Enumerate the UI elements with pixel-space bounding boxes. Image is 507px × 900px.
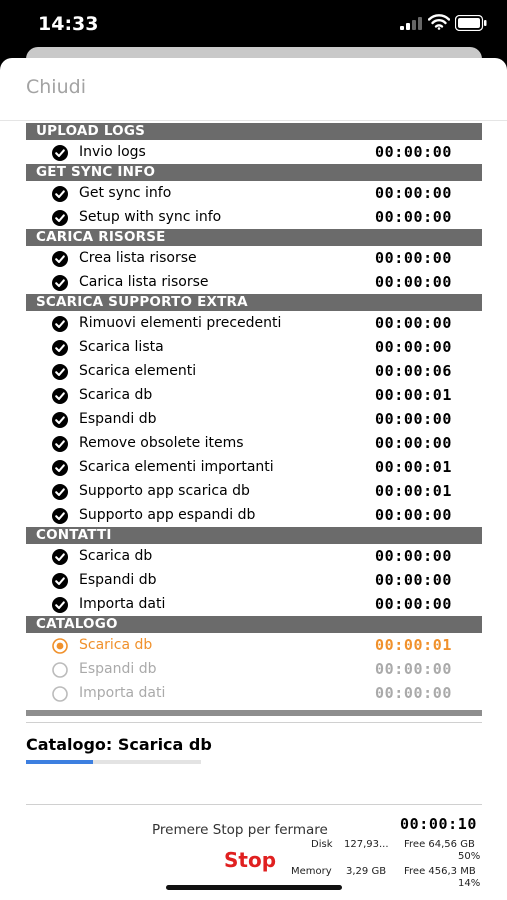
task-time: 00:00:00: [375, 595, 453, 613]
task-name: Setup with sync info: [79, 209, 222, 225]
check-circle-icon: [52, 388, 68, 404]
status-time: 14:33: [38, 13, 99, 35]
task-time: 00:00:01: [375, 482, 453, 500]
check-circle-icon: [52, 275, 68, 291]
section-header: GET SYNC INFO: [26, 164, 482, 181]
memory-used: 3,29 GB: [346, 866, 387, 877]
section-header: CARICA RISORSE: [26, 229, 482, 246]
task-name: Carica lista risorse: [79, 274, 209, 290]
check-circle-icon: [52, 316, 68, 332]
task-name: Scarica db: [79, 548, 153, 564]
task-name: Importa dati: [79, 685, 166, 701]
battery-icon: [455, 15, 487, 31]
task-row: [26, 140, 482, 164]
task-time: 00:00:00: [375, 684, 453, 702]
task-name: Rimuovi elementi precedenti: [79, 315, 282, 331]
task-name: Espandi db: [79, 572, 157, 588]
task-row: [26, 359, 482, 383]
task-time: 00:00:06: [375, 362, 453, 380]
task-row: [26, 246, 482, 270]
task-time: 00:00:00: [375, 547, 453, 565]
task-list[interactable]: [26, 123, 482, 715]
current-task-label: Catalogo: Scarica db: [26, 735, 212, 754]
task-time: 00:00:00: [375, 143, 453, 161]
task-row: [26, 431, 482, 455]
disk-free: Free 64,56 GB: [404, 839, 475, 850]
task-time: 00:00:00: [375, 249, 453, 267]
task-name: Importa dati: [79, 596, 166, 612]
task-time: 00:00:00: [375, 338, 453, 356]
check-circle-icon: [52, 436, 68, 452]
elapsed-time: 00:00:10: [400, 815, 478, 833]
check-circle-icon: [52, 412, 68, 428]
task-time: 00:00:01: [375, 636, 453, 654]
task-time: 00:00:00: [375, 314, 453, 332]
progress-bar: [26, 760, 201, 764]
task-time: 00:00:00: [375, 506, 453, 524]
task-name: Remove obsolete items: [79, 435, 244, 451]
task-row: [26, 503, 482, 527]
task-name: Crea lista risorse: [79, 250, 197, 266]
section-header: CONTATTI: [26, 527, 482, 544]
task-time: 00:00:00: [375, 208, 453, 226]
task-name: Scarica lista: [79, 339, 164, 355]
check-circle-icon: [52, 340, 68, 356]
task-name: Scarica elementi importanti: [79, 459, 274, 475]
task-name: Get sync info: [79, 185, 172, 201]
task-row: [26, 335, 482, 359]
wifi-icon: [428, 14, 450, 30]
check-circle-icon: [52, 251, 68, 267]
disk-label: Disk: [311, 839, 333, 850]
task-time: 00:00:01: [375, 458, 453, 476]
memory-label: Memory: [291, 866, 332, 877]
check-circle-icon: [52, 573, 68, 589]
footer-divider: [26, 804, 482, 805]
header-divider: [0, 120, 507, 121]
task-time: 00:00:00: [375, 571, 453, 589]
task-row: [26, 681, 482, 705]
check-circle-icon: [52, 460, 68, 476]
home-indicator: [166, 885, 342, 890]
task-name: Scarica db: [79, 387, 153, 403]
progress-fill: [26, 760, 93, 764]
task-row: [26, 657, 482, 681]
sync-sheet: [0, 58, 507, 900]
check-circle-icon: [52, 145, 68, 161]
check-circle-icon: [52, 597, 68, 613]
stop-button[interactable]: Stop: [224, 848, 277, 872]
task-name: Supporto app espandi db: [79, 507, 256, 523]
radio-active-icon: [52, 638, 68, 654]
check-circle-icon: [52, 549, 68, 565]
task-name: Scarica elementi: [79, 363, 197, 379]
check-circle-icon: [52, 364, 68, 380]
task-name: Scarica db: [79, 637, 153, 653]
task-row: [26, 479, 482, 503]
task-row: [26, 270, 482, 294]
check-circle-icon: [52, 484, 68, 500]
section-header: SCARICA SUPPORTO EXTRA: [26, 294, 482, 311]
task-row: [26, 181, 482, 205]
task-name: Espandi db: [79, 661, 157, 677]
task-row: [26, 205, 482, 229]
task-time: 00:00:00: [375, 410, 453, 428]
section-header: CATALOGO: [26, 616, 482, 633]
task-time: 00:00:00: [375, 273, 453, 291]
next-section-header-partial: [26, 710, 482, 716]
task-name: Supporto app scarica db: [79, 483, 250, 499]
memory-free: Free 456,3 MB: [404, 866, 476, 877]
task-time: 00:00:00: [375, 660, 453, 678]
section-header: UPLOAD LOGS: [26, 123, 482, 140]
task-time: 00:00:00: [375, 184, 453, 202]
stop-hint: Premere Stop per fermare: [152, 822, 328, 838]
check-circle-icon: [52, 508, 68, 524]
check-circle-icon: [52, 186, 68, 202]
task-time: 00:00:01: [375, 386, 453, 404]
status-bar: [0, 0, 507, 50]
task-time: 00:00:00: [375, 434, 453, 452]
task-row: [26, 455, 482, 479]
task-row: [26, 633, 482, 657]
close-button[interactable]: Chiudi: [26, 76, 86, 98]
task-row: [26, 407, 482, 431]
empty-circle-icon: [52, 662, 68, 678]
task-name: Espandi db: [79, 411, 157, 427]
task-row: [26, 544, 482, 568]
task-row: [26, 592, 482, 616]
list-divider: [26, 722, 482, 723]
task-row: [26, 383, 482, 407]
empty-circle-icon: [52, 686, 68, 702]
cellular-signal-icon: [400, 16, 422, 30]
disk-used: 127,93...: [344, 839, 389, 850]
memory-percent: 14%: [458, 878, 481, 889]
check-circle-icon: [52, 210, 68, 226]
task-name: Invio logs: [79, 144, 146, 160]
task-row: [26, 311, 482, 335]
task-row: [26, 568, 482, 592]
disk-percent: 50%: [458, 851, 481, 862]
